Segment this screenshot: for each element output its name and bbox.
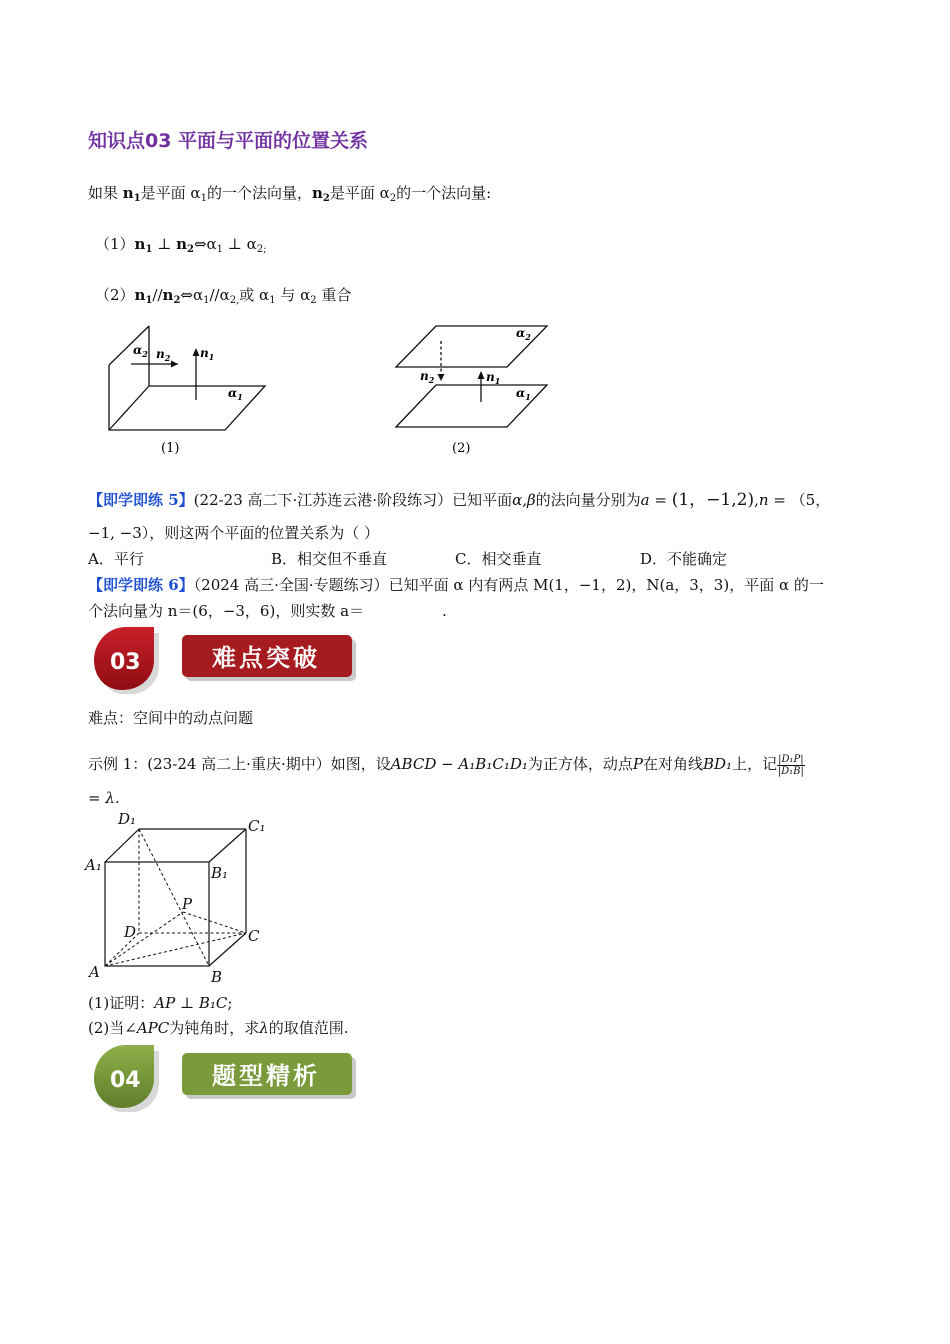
banner-03-text: 难点突破: [212, 644, 320, 672]
option-c: C．相交垂直: [455, 550, 542, 568]
figure-parallel-planes: [390, 318, 560, 463]
cube-figure: [82, 808, 282, 988]
label-b1: B₁: [211, 864, 229, 882]
banner-03-number: 03: [110, 650, 141, 675]
exercise-5-line1: 【即学即练 5】(22-23 高二下·江苏连云港·阶段练习）已知平面α,β的法向量分别为a = (1，−1,2),n = （5，: [88, 490, 831, 510]
question-2: (2)当∠APC为钝角时，求λ的取值范围.: [88, 1019, 349, 1037]
figure-perpendicular-planes: [100, 318, 280, 463]
svg-text:n2: $n_2$: [156, 347, 171, 363]
svg-text:α1: $\alpha_1$: [516, 386, 531, 402]
exercise-6-line1: 【即学即练 6】（2024 高三·全国·专题练习）已知平面 α 内有两点 M(1，−1，2)，N(a，3，3)，平面 α 的一: [88, 576, 824, 594]
example-1-line1: 示例 1：(23-24 高二上·重庆·期中）如图，设ABCD − A₁B₁C₁D₁为正方体，动点P在对角线BD₁上，记 $\frac{\text{|D₁P|}}{\text{|D₁B|}}$: [88, 753, 804, 777]
label-p: P: [182, 895, 193, 913]
label-b: B: [211, 968, 223, 986]
label-a: A: [89, 963, 100, 981]
option-a: A．平行: [88, 550, 144, 568]
banner-question-types: [88, 1040, 363, 1112]
question-1: (1)证明：AP ⊥ B₁C;: [88, 994, 233, 1012]
section-title: 知识点03 平面与平面的位置关系: [88, 130, 369, 152]
svg-text:n2: $n_2$: [420, 369, 435, 385]
banner-04-text: 题型精析: [212, 1062, 320, 1090]
item-parallel: $(2)n_1//n_2\Leftrightarrow\alpha_1//\alpha_{2,}$或 $\alpha_1$ 与 $\alpha_2$ 重合: [95, 286, 352, 306]
intro-line: 如果 $n_1$是平面 $\alpha_1$的一个法向量，$n_2$是平面 $\alpha_2$的一个法向量:: [88, 184, 492, 204]
svg-text:α2: $\alpha_2$: [516, 326, 531, 342]
svg-text:n1: $n_1$: [486, 370, 501, 386]
difficulty-heading: 难点：空间中的动点问题: [88, 709, 254, 727]
svg-text:α1: $\alpha_1$: [228, 386, 243, 402]
example-1-line2: = λ.: [88, 789, 120, 807]
banner-difficulty: [88, 622, 363, 694]
option-b: B．相交但不垂直: [271, 550, 388, 568]
svg-text:α2: $\alpha_2$: [133, 343, 148, 359]
svg-text:n1: $n_1$: [200, 346, 215, 362]
figure-2-caption: (2): [452, 441, 471, 456]
label-c: C: [248, 927, 260, 945]
label-d1: D₁: [118, 810, 137, 828]
exercise-6-line2: 个法向量为 n＝(6，−3，6)，则实数 a＝ .: [88, 602, 447, 620]
item-perpendicular: $(1)n_1$ ⊥ $n_2\Leftrightarrow\alpha_1$ ⊥ $\alpha_{2;}$: [95, 235, 267, 255]
option-d: D．不能确定: [640, 550, 728, 568]
exercise-5-line2: −1, −3），则这两个平面的位置关系为（ ）: [88, 524, 380, 542]
figure-1-caption: (1): [161, 441, 180, 456]
label-d: D: [124, 923, 137, 941]
banner-04-number: 04: [110, 1068, 141, 1093]
label-c1: C₁: [248, 817, 266, 835]
label-a1: A₁: [85, 856, 102, 874]
